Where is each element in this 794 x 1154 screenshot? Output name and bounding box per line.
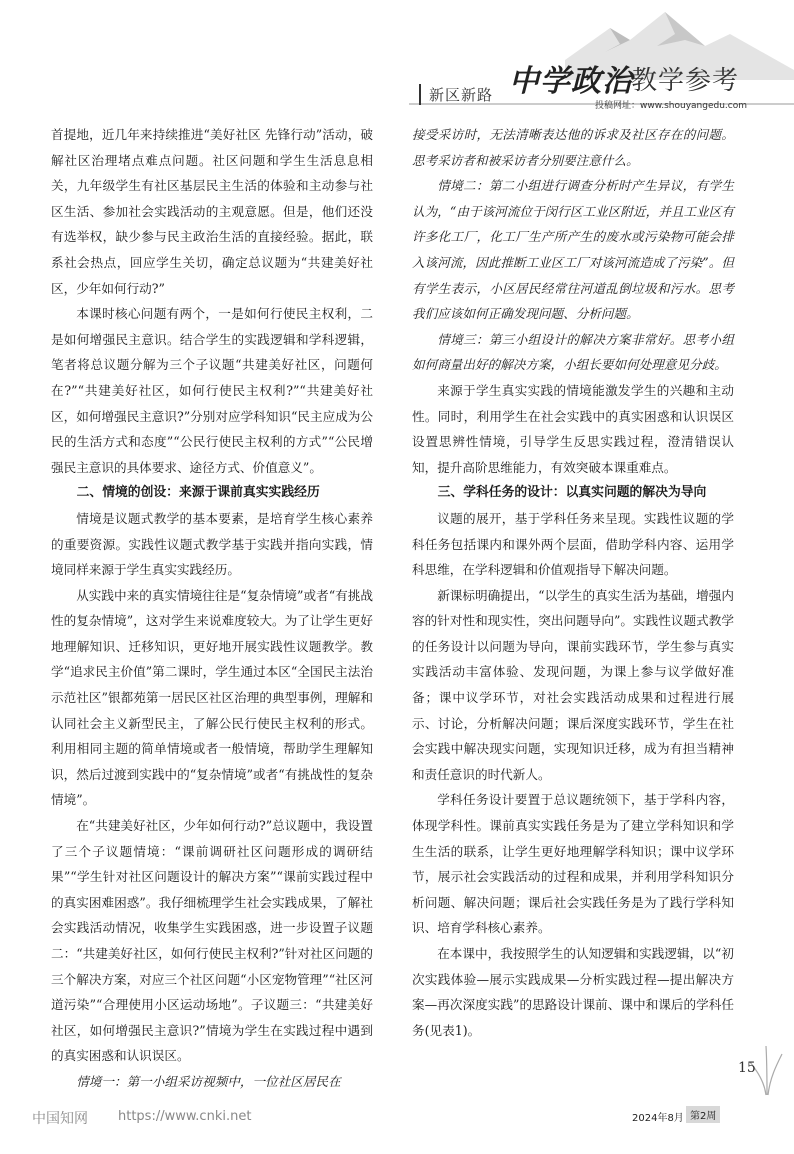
issue-date: 2024年8月 [632,1113,684,1124]
journal-header [405,0,794,118]
paragraph: 学科任务设计要置于总议题统领下，基于学科内容，体现学科性。课前真实实践任务是为了建立学科知识和学生生活的联系，让学生更好地理解学科知识；课中议学环节，展示社会实践活动的过程和成果，并利用学科知识分析问题、解决问题；课后社会实践任务是为了践行学科知识、培育学科核心素养。 [412,792,734,936]
journal-name: 中学政治 [509,64,633,99]
cnki-logo-text: 中国知网 [32,1111,88,1127]
paragraph: 新课标明确提出，“以学生的真实生活为基础，增强内容的针对性和现实性，突出问题导向”。实践性议题式教学的任务设计以问题为导向，课前实践环节，学生参与真实实践活动丰富体验、发现问题，为课上参与议学做好准备；课中议学环节，对社会实践活动成果和过程进行展示、讨论，分析解决问题；课后深度实践环节，学生在社会实践中解决现实问题，实现知识迁移，成为有担当精神和责任意识的时代新人。 [412,587,734,782]
submission-url: 投稿网址：www.shouyangedu.com [595,101,748,111]
paragraph: 来源于学生真实实践的情境能激发学生的兴趣和主动性。同时，利用学生在社会实践中的真实困惑和认识误区设置思辨性情境，引导学生反思实践过程，澄清错误认知，提升高阶思维能力，有效突破本课重难点。 [412,382,734,475]
page-number: 15 [738,1060,756,1076]
paragraph: 情境二：第二小组进行调查分析时产生异议，有学生认为，“由于该河流位于闵行区工业区附近，并且工业区有许多化工厂，化工厂生产所产生的废水或污染物可能会排入该河流，因此推断工业区工厂对该河流造成了污染”。但有学生表示，小区居民经常往河道乱倒垃圾和污水。思考我们应该如何正确发现问题、分析问题。 [412,178,734,322]
right-column [412,122,734,1043]
paragraph: 情境是议题式教学的基本要素，是培育学生核心素养的重要资源。实践性议题式教学基于实践并指向实践，情境同样来源于学生真实实践经历。 [51,510,373,578]
issue-week: 第2周 [686,1106,720,1123]
cnki-url[interactable]: https://www.cnki.net [118,1109,252,1124]
paragraph: 从实践中来的真实情境往往是“复杂情境”或者“有挑战性的复杂情境”，这对学生来说难度较大。为了让学生更好地理解知识、迁移知识，更好地开展实践性议题教学。教学“追求民主价值”第二课时，学生通过本区“全国民主法治示范社区”银都苑第一居民区社区治理的典型事例，理解和认同社会主义新型民主，了解公民行使民主权利的形式。利用相同主题的简单情境或者一般情境，帮助学生理解知识，然后过渡到实践中的“复杂情境”或者“有挑战性的复杂情境”。 [51,587,373,808]
paragraph: 情境三：第三小组设计的解决方案非常好。思考小组如何商量出好的解决方案，小组长要如何处理意见分歧。 [412,331,734,373]
left-column [51,122,373,1095]
journal-subtitle: 教学参考 [631,66,740,96]
paragraph: 本课时核心问题有两个，一是如何行使民主权利，二是如何增强民主意识。结合学生的实践逻辑和学科逻辑，笔者将总议题分解为三个子议题“共建美好社区，问题何在?”“共建美好社区，如何行使民主权利?”“共建美好社区，如何增强民主意识?”分别对应学科知识“民主应成为公民的生活方式和态度”“公民行使民主权利的方式”“公民增强民主意识的具体要求、途径方式、价值意义”。 [51,306,373,475]
paragraph: 接受采访时，无法清晰表达他的诉求及社区存在的问题。思考采访者和被采访者分别要注意什么。 [412,127,734,168]
paragraph: 议题的展开，基于学科任务来呈现。实践性议题的学科任务包括课内和课外两个层面，借助学科内容、运用学科思维，在学科逻辑和价值观指导下解决问题。 [412,510,734,578]
section-tag: 新区新路 [419,84,493,105]
section-heading: 二、情境的创设：来源于课前真实实践经历 [76,485,320,501]
section-heading: 三、学科任务的设计：以真实问题的解决为导向 [437,485,707,501]
paragraph: 首提地，近几年来持续推进“美好社区 先锋行动”活动，破解社区治理堵点难点问题。社区问题和学生生活息息相关，九年级学生有社区基层民主生活的体验和主动参与社区生活、参加社会实践活动的主观意愿。但是，他们还没有选举权，缺少参与民主政治生活的直接经验。据此，联系社会热点，回应学生关切，确定总议题为“共建美好社区，少年如何行动?” [51,127,373,296]
paragraph: 在“共建美好社区，少年如何行动?”总议题中，我设置了三个子议题情境：“课前调研社区问题形成的调研结果”“学生针对社区问题设计的解决方案”“课前实践过程中的真实困难困惑”。我仔细梳理学生社会实践成果，了解社会实践活动情况，收集学生实践困惑，进一步设置子议题二：“共建美好社区，如何行使民主权利?”针对社区问题的三个解决方案，对应三个社区问题“小区宠物管理”“社区河道污染”“合理使用小区运动场地”。子议题三：“共建美好社区，如何增强民主意识?”情境为学生在实践过程中遇到的真实困惑和认识误区。 [51,818,373,1064]
paragraph: 情境一：第一小组采访视频中，一位社区居民在 [76,1073,341,1089]
paragraph: 在本课中，我按照学生的认知逻辑和实践逻辑，以“初次实践体验—展示实践成果—分析实践过程—提出解决方案—再次深度实践”的思路设计课前、课中和课后的学科任务(见表1)。 [412,946,734,1038]
